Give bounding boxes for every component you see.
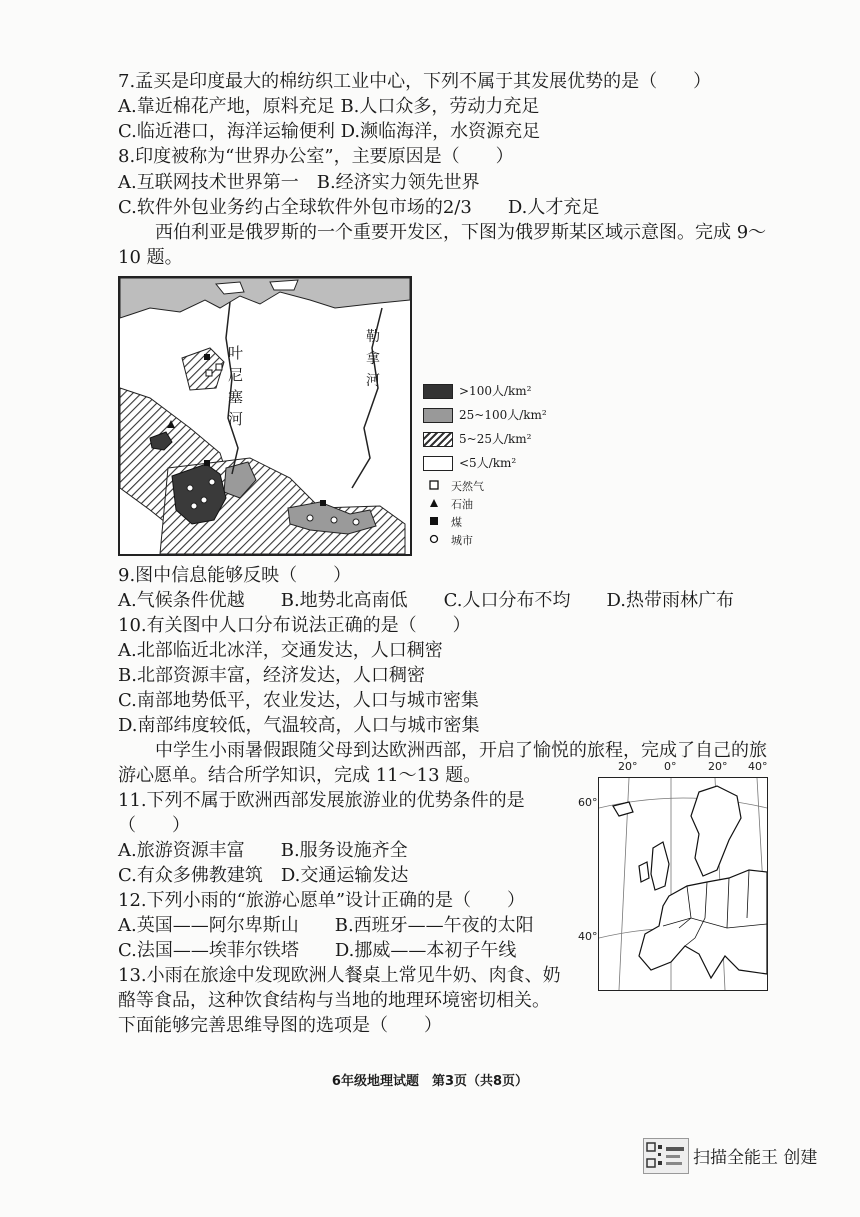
city-marker [331, 517, 337, 523]
coal-symbol [320, 500, 326, 506]
q12-options-ab: A.英国——阿尔卑斯山 B.西班牙——午夜的太阳 [118, 915, 534, 936]
coal-symbol [204, 460, 210, 466]
q10-stem: 10.有关图中人口分布说法正确的是（ ） [118, 615, 471, 636]
legend-label: 煤 [451, 516, 462, 529]
island [270, 280, 298, 290]
q11-options-cd: C.有众多佛教建筑 D.交通运输发达 [118, 865, 409, 886]
legend-swatch-hatch [423, 432, 453, 447]
city-marker [191, 503, 197, 509]
q7-stem: 7.孟买是印度最大的棉纺织工业中心，下列不属于其发展优势的是（ ） [118, 71, 712, 92]
europe-map-drawing [599, 778, 767, 990]
legend-label: 25~100人/km² [459, 408, 547, 422]
q13-line2: 酪等食品，这种饮食结构与当地的地理环境密切相关。 [118, 990, 550, 1011]
q11-stem-continued: （ ） [118, 815, 190, 836]
britain-outline [651, 842, 669, 890]
coal-symbol [204, 354, 210, 360]
europe-latitude-60: 60° [578, 796, 598, 809]
lena-label-1: 勒 [366, 329, 380, 345]
europe-longitude-20w: 20° [618, 760, 638, 773]
europe-longitude-0: 0° [664, 760, 677, 773]
gas-symbol [206, 370, 212, 376]
page-footer: 6年级地理试题 第3页（共8页） [331, 1074, 529, 1089]
q8-stem: 8.印度被称为“世界办公室”，主要原因是（ ） [118, 146, 514, 167]
scanner-label: 扫描全能王 创建 [693, 1148, 818, 1168]
q10-option-d: D.南部纬度较低，气温较高，人口与城市密集 [118, 715, 480, 736]
intro-11-13-line1: 中学生小雨暑假跟随父母到达欧洲西部，开启了愉悦的旅程，完成了自己的旅 [155, 740, 767, 761]
city-marker [209, 479, 215, 485]
coal-legend-icon [429, 516, 439, 526]
intro-9-10-line2: 10 题。 [118, 247, 183, 268]
q8-options-ab: A.互联网技术世界第一 B.经济实力领先世界 [118, 172, 480, 193]
legend-swatch-mid [423, 408, 453, 423]
q11-stem: 11.下列不属于欧洲西部发展旅游业的优势条件的是 [118, 790, 525, 811]
q9-stem: 9.图中信息能够反映（ ） [118, 565, 352, 586]
city-marker [201, 497, 207, 503]
russia-map-drawing [120, 278, 410, 554]
scandinavia-outline [691, 786, 741, 876]
legend-label: <5人/km² [459, 456, 517, 470]
legend-label: 天然气 [451, 480, 484, 493]
europe-longitude-40e: 40° [748, 760, 768, 773]
q13-line3: 下面能够完善思维导图的选项是（ ） [118, 1015, 442, 1036]
lena-label-3: 河 [366, 373, 380, 389]
city-marker [353, 519, 359, 525]
city-legend-icon [429, 534, 439, 544]
intro-9-10-line1: 西伯利亚是俄罗斯的一个重要开发区，下图为俄罗斯某区域示意图。完成 9～ [155, 222, 767, 243]
ireland-outline [639, 862, 649, 882]
q9-options: A.气候条件优越 B.地势北高南低 C.人口分布不均 D.热带雨林广布 [118, 590, 735, 611]
europe-map [598, 777, 768, 991]
city-marker [307, 515, 313, 521]
arctic-sea [120, 278, 410, 318]
intro-11-13-line2: 游心愿单。结合所学知识，完成 11～13 题。 [118, 765, 482, 786]
oil-legend-icon [429, 498, 439, 508]
q12-stem: 12.下列小雨的“旅游心愿单”设计正确的是（ ） [118, 890, 526, 911]
russia-region-map [118, 276, 412, 556]
legend-label: 城市 [451, 534, 473, 547]
q13-line1: 13.小雨在旅途中发现欧洲人餐桌上常见牛奶、肉食、奶 [118, 965, 561, 986]
yenisei-label-3: 塞 [228, 388, 244, 406]
legend-label: 5~25人/km² [459, 432, 532, 446]
yenisei-label-4: 河 [228, 410, 244, 428]
q7-options-cd: C.临近港口，海洋运输便利 D.濒临海洋，水资源充足 [118, 121, 541, 142]
yenisei-label-2: 尼 [228, 366, 244, 384]
q10-option-a: A.北部临近北冰洋，交通发达，人口稠密 [118, 640, 443, 661]
q7-options-ab: A.靠近棉花产地，原料充足 B.人口众多，劳动力充足 [118, 96, 540, 117]
q10-option-c: C.南部地势低平，农业发达，人口与城市密集 [118, 690, 479, 711]
gas-legend-icon [429, 480, 439, 490]
qr-code-icon [643, 1138, 689, 1174]
lena-label-2: 拿 [366, 351, 380, 367]
q10-option-b: B.北部资源丰富，经济发达，人口稠密 [118, 665, 425, 686]
legend-label: >100人/km² [459, 384, 532, 398]
legend-label: 石油 [451, 498, 473, 511]
europe-longitude-20e: 20° [708, 760, 728, 773]
legend-swatch-dense [423, 384, 453, 399]
q12-options-cd: C.法国——埃菲尔铁塔 D.挪威——本初子午线 [118, 940, 517, 961]
europe-latitude-40: 40° [578, 930, 598, 943]
city-marker [187, 485, 193, 491]
q8-options-cd: C.软件外包业务约占全球软件外包市场的2/3 D.人才充足 [118, 197, 600, 218]
yenisei-label-1: 叶 [228, 344, 244, 362]
legend-swatch-sparse [423, 456, 453, 471]
q11-options-ab: A.旅游资源丰富 B.服务设施齐全 [118, 840, 408, 861]
gas-symbol [216, 364, 222, 370]
